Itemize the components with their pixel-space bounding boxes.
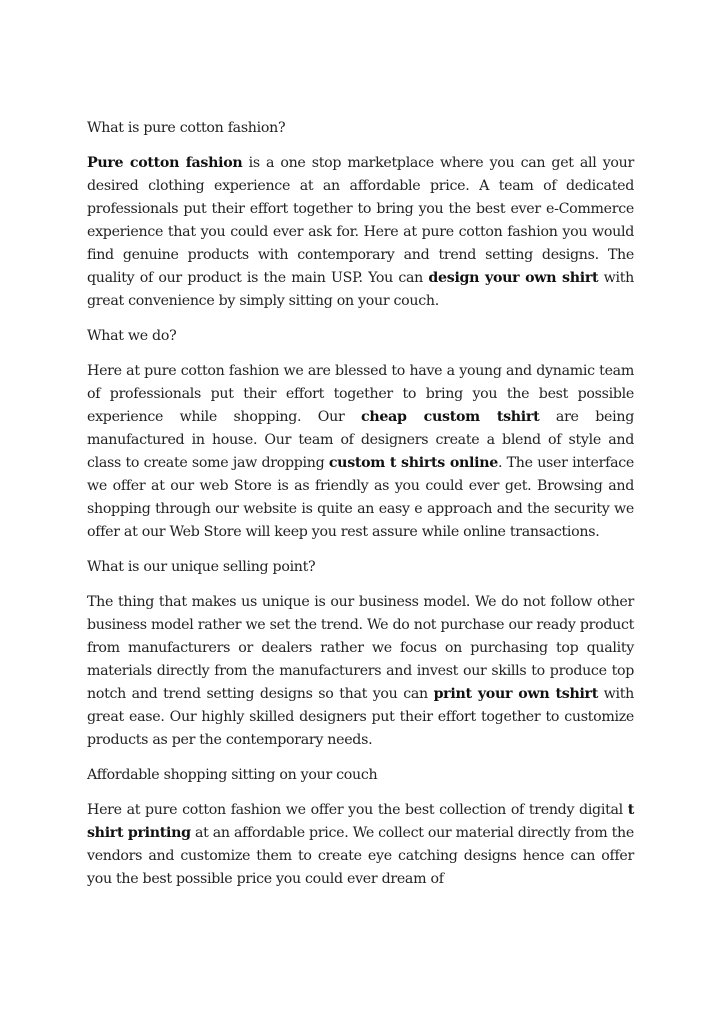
text-run: Here at pure cotton fashion we offer you the best collection of trendy digital bbox=[87, 802, 628, 818]
document-page bbox=[87, 117, 634, 903]
paragraph-affordable-shopping bbox=[87, 799, 634, 891]
text-run: at an affordable price. We collect our material directly from the vendors and customize them to create eye catching designs hence can offer you the best possible price you could ever dream of bbox=[87, 825, 634, 887]
bold-phrase: cheap custom tshirt bbox=[361, 409, 540, 425]
section-heading-unique-selling-point: What is our unique selling point? bbox=[87, 559, 316, 575]
bold-phrase: Pure cotton fashion bbox=[87, 155, 243, 171]
text-run: is a one stop marketplace where you can get all your desired clothing experience at an affordable price. A team of dedicated professionals put their effort together to bring you the best ever e-Commerce experience that you could ever ask for. Here at pure cotton fashion you would find genuine products with contemporary and trend setting designs. The quality of our product is the main USP. You can bbox=[87, 155, 634, 286]
bold-phrase: t shirt printing bbox=[87, 802, 634, 841]
section-heading-pure-cotton-fashion: What is pure cotton fashion? bbox=[87, 120, 286, 136]
text-run: The thing that makes us unique is our business model. We do not follow other business model rather we set the trend. We do not purchase our ready product from manufacturers or dealers rather we focus on purchasing top quality materials directly from the manufacturers and invest our skills to produce top notch and trend setting designs so that you can bbox=[87, 594, 634, 702]
paragraph-unique-selling-point bbox=[87, 591, 634, 752]
text-run: with great ease. Our highly skilled designers put their effort together to customize products as per the contemporary needs. bbox=[87, 686, 635, 748]
text-run: Here at pure cotton fashion we are blessed to have a young and dynamic team of professionals put their effort together to bring you the best possible experience while shopping. Our bbox=[87, 363, 634, 425]
bold-phrase: design your own shirt bbox=[428, 270, 599, 286]
section-heading-affordable-shopping: Affordable shopping sitting on your couch bbox=[87, 767, 378, 783]
text-run: are being manufactured in house. Our team of designers create a blend of style and class to create some jaw dropping bbox=[87, 409, 634, 471]
paragraph-what-we-do bbox=[87, 360, 634, 544]
section-heading-what-we-do: What we do? bbox=[87, 328, 177, 344]
text-run: with great convenience by simply sitting on your couch. bbox=[87, 270, 634, 309]
bold-phrase: print your own tshirt bbox=[433, 686, 598, 702]
text-run: . The user interface we offer at our web Store is as friendly as you could ever get. Browsing and shopping through our website is quite an easy e approach and the security we offer at our Web Store will keep you rest assure while online transactions. bbox=[87, 455, 634, 540]
bold-phrase: custom t shirts online bbox=[328, 455, 498, 471]
paragraph-pure-cotton-fashion bbox=[87, 152, 634, 313]
